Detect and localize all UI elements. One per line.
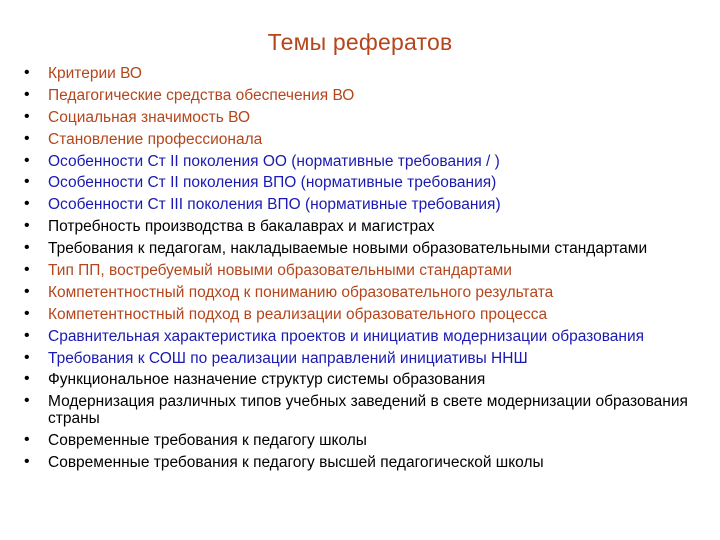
bullet-icon: • — [24, 64, 30, 81]
bullet-icon: • — [24, 107, 30, 125]
list-item-text: Особенности Ст II поколения ВПО (нормативные требования) — [48, 174, 497, 192]
list-item — [24, 328, 688, 345]
list-item — [24, 109, 704, 126]
bullet-icon: • — [24, 282, 30, 300]
bullet-icon: • — [24, 195, 30, 213]
list-item — [24, 454, 704, 471]
bullet-icon: • — [24, 85, 30, 103]
list-item-text: Особенности Ст II поколения ОО (нормативные требования / ) — [48, 152, 500, 170]
bullet-icon: • — [24, 370, 30, 388]
list-item — [24, 371, 704, 388]
list-item — [24, 174, 704, 191]
list-item-text: Модернизация различных типов учебных заведений в свете модернизации образования страны — [48, 393, 688, 428]
bullet-icon: • — [24, 151, 30, 169]
list-item-text: Становление профессионала — [48, 130, 263, 148]
slide-title: Темы рефератов — [267, 29, 453, 55]
bullet-icon: • — [24, 431, 30, 449]
list-item — [24, 240, 688, 257]
list-item-text: Современные требования к педагогу школы — [48, 432, 367, 450]
list-item — [24, 218, 704, 235]
list-item — [24, 153, 704, 170]
list-item — [24, 306, 704, 323]
list-item — [24, 393, 688, 427]
bullet-icon: • — [24, 326, 30, 344]
bullet-icon: • — [24, 453, 30, 471]
bullet-icon: • — [24, 173, 30, 191]
bullet-icon: • — [24, 239, 30, 257]
bullet-icon: • — [24, 304, 30, 322]
bullet-icon: • — [24, 392, 30, 410]
list-item — [24, 131, 704, 148]
list-item-text: Педагогические средства обеспечения ВО — [48, 86, 355, 104]
list-item-text: Функциональное назначение структур системы образования — [48, 371, 486, 389]
list-item-text: Сравнительная характеристика проектов и инициатив модернизации образования — [48, 327, 645, 345]
bullet-icon: • — [24, 348, 30, 366]
bullet-icon: • — [24, 217, 30, 235]
list-item — [24, 350, 704, 367]
list-item-text: Современные требования к педагогу высшей педагогической школы — [48, 454, 544, 472]
list-item — [24, 432, 704, 449]
list-item-text: Компетентностный подход к пониманию образовательного результата — [48, 283, 554, 301]
list-item-text: Компетентностный подход в реализации образовательного процесса — [48, 305, 548, 323]
list-item — [24, 196, 704, 213]
list-item-text: Особенности Ст III поколения ВПО (нормативные требования) — [48, 196, 501, 214]
bullet-icon: • — [24, 129, 30, 147]
list-item-text: Требования к педагогам, накладываемые новыми образовательными стандартами — [48, 240, 648, 258]
list-item-text: Требования к СОШ по реализации направлений инициативы ННШ — [48, 349, 528, 367]
list-item — [24, 262, 704, 279]
list-item — [24, 87, 704, 104]
list-item-text: Тип ПП, востребуемый новыми образовательными стандартами — [48, 262, 512, 280]
bullet-icon: • — [24, 261, 30, 279]
list-item — [24, 65, 704, 82]
list-item — [24, 284, 704, 301]
topics-list — [24, 65, 704, 476]
list-item-text: Социальная значимость ВО — [48, 108, 251, 126]
list-item-text: Потребность производства в бакалаврах и магистрах — [48, 218, 435, 236]
list-item-text: Критерии ВО — [48, 65, 142, 82]
